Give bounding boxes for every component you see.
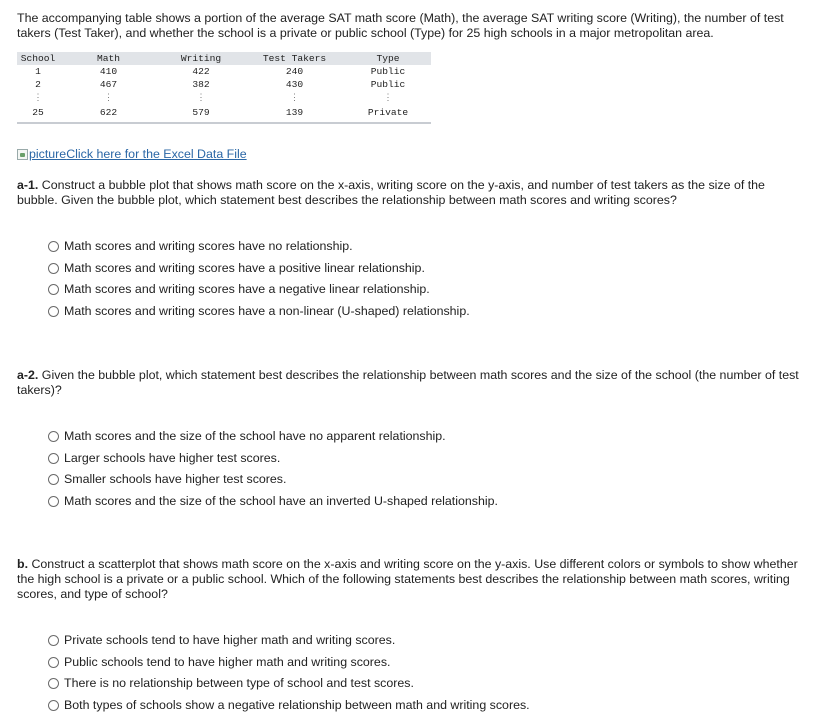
option-label: Public schools tend to have higher math and writing scores. <box>64 655 390 670</box>
question-text: Construct a bubble plot that shows math score on the x-axis, writing score on the y-axis, and number of test takers as the size of the bubble. Given the bubble plot, which statement best describes the relationship between math scores and writing scores? <box>17 178 765 207</box>
cell-school: 2 <box>17 78 59 91</box>
header-type: Type <box>345 52 431 65</box>
options-a2 <box>48 426 808 512</box>
option-label: Math scores and writing scores have a negative linear relationship. <box>64 282 430 297</box>
option-label: Both types of schools show a negative relationship between math and writing scores. <box>64 698 530 713</box>
table-ellipsis-row <box>17 91 431 105</box>
option-label: Larger schools have higher test scores. <box>64 451 280 466</box>
option-b-3[interactable] <box>48 673 808 695</box>
ellipsis-cell: ⋮ <box>345 91 431 105</box>
ellipsis-cell: ⋮ <box>17 91 59 105</box>
cell-type: Public <box>345 78 431 91</box>
options-b <box>48 630 808 716</box>
question-label: b. <box>17 557 28 571</box>
broken-image-icon <box>17 149 28 160</box>
options-a1 <box>48 236 808 322</box>
image-alt-text: picture <box>29 147 66 162</box>
option-label: Math scores and the size of the school have an inverted U-shaped relationship. <box>64 494 498 509</box>
cell-writing: 422 <box>158 65 244 78</box>
radio-button[interactable] <box>48 431 59 442</box>
question-b <box>17 557 808 602</box>
cell-math: 410 <box>59 65 158 78</box>
question-text: Construct a scatterplot that shows math score on the x-axis and writing score on the y-axis. Use different colors or symbols to show whether the high school is a private or a public school. Which of the following statements best describes the relationship between math scores, writing scores, and type of school? <box>17 557 798 601</box>
cell-test-takers: 240 <box>244 65 345 78</box>
option-label: There is no relationship between type of school and test scores. <box>64 676 414 691</box>
ellipsis-cell: ⋮ <box>244 91 345 105</box>
question-label: a-1. <box>17 178 38 192</box>
cell-math: 467 <box>59 78 158 91</box>
radio-button[interactable] <box>48 306 59 317</box>
cell-writing: 382 <box>158 78 244 91</box>
table-row <box>17 65 431 78</box>
cell-test-takers: 139 <box>244 105 345 123</box>
option-label: Smaller schools have higher test scores. <box>64 472 286 487</box>
option-label: Math scores and the size of the school have no apparent relationship. <box>64 429 446 444</box>
table-header-row <box>17 52 431 65</box>
option-a2-2[interactable] <box>48 448 808 470</box>
radio-button[interactable] <box>48 635 59 646</box>
option-a2-1[interactable] <box>48 426 808 448</box>
question-label: a-2. <box>17 368 38 382</box>
option-b-1[interactable] <box>48 630 808 652</box>
header-school: School <box>17 52 59 65</box>
option-a1-3[interactable] <box>48 279 808 301</box>
question-a2 <box>17 368 808 398</box>
option-label: Math scores and writing scores have no relationship. <box>64 239 353 254</box>
cell-type: Public <box>345 65 431 78</box>
question-a1 <box>17 178 808 208</box>
excel-link-text: Click here for the Excel Data File <box>66 147 246 162</box>
header-writing: Writing <box>158 52 244 65</box>
option-label: Private schools tend to have higher math and writing scores. <box>64 633 395 648</box>
cell-school: 1 <box>17 65 59 78</box>
cell-school: 25 <box>17 105 59 123</box>
radio-button[interactable] <box>48 657 59 668</box>
option-b-2[interactable] <box>48 652 808 674</box>
cell-math: 622 <box>59 105 158 123</box>
table-row <box>17 105 431 123</box>
radio-button[interactable] <box>48 263 59 274</box>
cell-writing: 579 <box>158 105 244 123</box>
radio-button[interactable] <box>48 700 59 711</box>
radio-button[interactable] <box>48 284 59 295</box>
header-math: Math <box>59 52 158 65</box>
radio-button[interactable] <box>48 453 59 464</box>
radio-button[interactable] <box>48 241 59 252</box>
option-a2-4[interactable] <box>48 491 808 513</box>
option-a1-2[interactable] <box>48 258 808 280</box>
option-a1-4[interactable] <box>48 301 808 323</box>
question-text: Given the bubble plot, which statement best describes the relationship between math scores and the size of the school (the number of test takers)? <box>17 368 799 397</box>
option-a1-1[interactable] <box>48 236 808 258</box>
radio-button[interactable] <box>48 474 59 485</box>
radio-button[interactable] <box>48 496 59 507</box>
ellipsis-cell: ⋮ <box>59 91 158 105</box>
intro-text: The accompanying table shows a portion of the average SAT math score (Math), the average SAT writing score (Writing), the number of test takers (Test Taker), and whether the school is a private or public school (Type) for 25 high schools in a major metropolitan area. <box>17 11 808 41</box>
table-row <box>17 78 431 91</box>
sat-data-table <box>17 52 431 124</box>
cell-type: Private <box>345 105 431 123</box>
excel-data-file-link[interactable] <box>17 147 247 162</box>
radio-button[interactable] <box>48 678 59 689</box>
option-b-4[interactable] <box>48 695 808 716</box>
option-label: Math scores and writing scores have a positive linear relationship. <box>64 261 425 276</box>
option-a2-3[interactable] <box>48 469 808 491</box>
header-test-takers: Test Takers <box>244 52 345 65</box>
cell-test-takers: 430 <box>244 78 345 91</box>
ellipsis-cell: ⋮ <box>158 91 244 105</box>
option-label: Math scores and writing scores have a non-linear (U-shaped) relationship. <box>64 304 470 319</box>
